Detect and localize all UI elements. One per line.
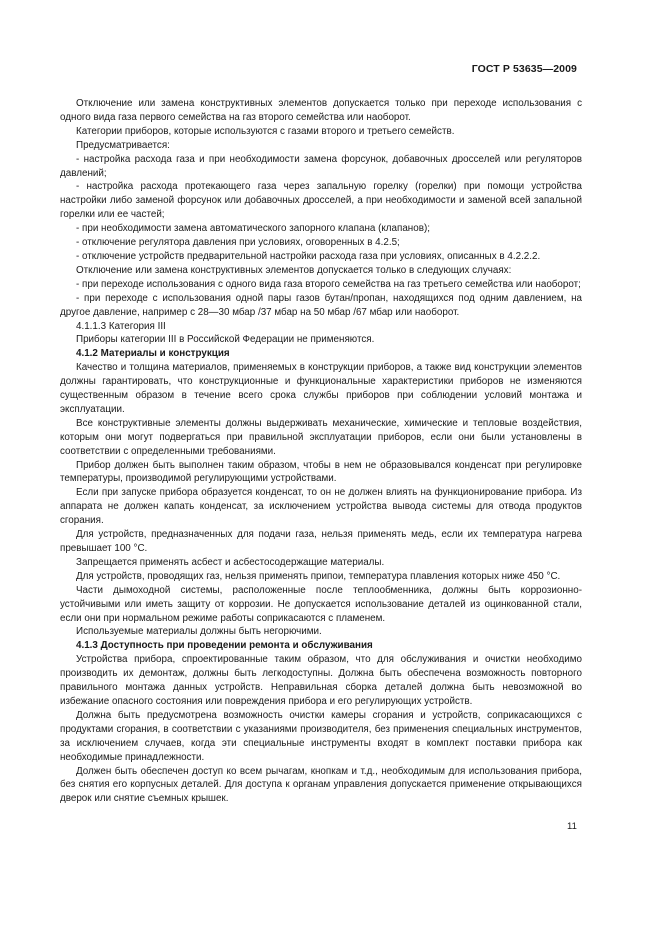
document-body bbox=[60, 97, 582, 806]
document-header-id: ГОСТ Р 53635—2009 bbox=[471, 63, 577, 75]
section-heading: 4.1.3 Доступность при проведении ремонта и обслуживания bbox=[76, 640, 373, 652]
paragraph: Используемые материалы должны быть негорючими. bbox=[76, 626, 322, 638]
paragraph: Части дымоходной системы, расположенные после теплообменника, должны быть коррозионно-устойчивыми или иметь защиту от коррозии. Не допускается использование деталей из оцинкованной стали, если они при нормальном режиме работы соприкасаются с пламенем. bbox=[60, 584, 582, 624]
list-item: - при переходе с использования одной пары газов бутан/пропан, находящихся под одним давлением, на другое давление, например с 28—30 мбар /37 мбар на 50 мбар /67 мбар или наоборот. bbox=[60, 292, 582, 318]
list-item: - отключение регулятора давления при условиях, оговоренных в 4.2.5; bbox=[76, 237, 400, 249]
paragraph: Приборы категории III в Российской Федерации не применяются. bbox=[76, 334, 375, 346]
paragraph: Для устройств, предназначенных для подачи газа, нельзя применять медь, если их температура нагрева превышает 100 °С. bbox=[60, 529, 582, 554]
paragraph: Отключение или замена конструктивных элементов допускается только при переходе использования с одного вида газа первого семейства на газ второго семейства или наоборот. bbox=[60, 98, 582, 123]
paragraph: Все конструктивные элементы должны выдерживать механические, химические и тепловые воздействия, которым они могут подвергаться при правильной эксплуатации приборов, если они были установлены в соответствии с определенными требованиями. bbox=[60, 417, 582, 457]
paragraph: Отключение или замена конструктивных элементов допускается только в следующих случаях: bbox=[76, 264, 512, 276]
page-number: 11 bbox=[567, 821, 577, 832]
paragraph: Если при запуске прибора образуется конденсат, то он не должен влиять на функционирование прибора. Из аппарата не должен капать конденсат, за исключением устройства вывода системы для отвода продуктов сгорания. bbox=[60, 487, 582, 527]
list-item: - при необходимости замена автоматического запорного клапана (клапанов); bbox=[76, 223, 430, 235]
paragraph: Категории приборов, которые используются с газами второго и третьего семейств. bbox=[76, 125, 455, 137]
paragraph: Качество и толщина материалов, применяемых в конструкции приборов, а также вид конструкции элементов должны гарантировать, что конструкционные и функциональные характеристики приборов не изменяются существенным образом в течение всего срока службы приборов при соблюдении условий монтажа и эксплуатации. bbox=[60, 362, 582, 415]
paragraph: Должна быть предусмотрена возможность очистки камеры сгорания и устройств, соприкасающихся с продуктами сгорания, в соответствии с указаниями производителя, без применения специальных инструментов, за исключением случаев, когда эти специальные инструменты входят в комплект поставки прибора как необходимые принадлежности. bbox=[60, 709, 582, 763]
paragraph: Устройства прибора, спроектированные таким образом, что для обслуживания и очистки необходимо производить их демонтаж, должны быть легкодоступны. Должна быть обеспечена возможность повторного правильного монтажа данных устройств. Неправильная сборка деталей должна быть невозможной во избежание опасного состояния или повреждения прибора и его регулирующих устройств. bbox=[60, 654, 582, 707]
paragraph: Предусматривается: bbox=[76, 139, 170, 151]
paragraph: 4.1.1.3 Категория III bbox=[76, 320, 166, 332]
list-item: - при переходе использования с одного вида газа второго семейства на газ третьего семейства или наоборот; bbox=[76, 278, 581, 290]
paragraph: Запрещается применять асбест и асбестосодержащие материалы. bbox=[76, 556, 385, 568]
section-heading: 4.1.2 Материалы и конструкция bbox=[76, 348, 230, 360]
list-item: - отключение устройств предварительной настройки расхода газа при условиях, описанных в 4.2.2.2. bbox=[76, 250, 541, 262]
paragraph: Должен быть обеспечен доступ ко всем рычагам, кнопкам и т.д., необходимым для использования прибора, без снятия его корпусных деталей. Для доступа к органам управления допускается применение открывающихся дверок или снятие съемных крышек. bbox=[60, 765, 582, 805]
list-item: - настройка расхода газа и при необходимости замена форсунок, добавочных дросселей или регуляторов давлений; bbox=[60, 153, 582, 179]
list-item: - настройка расхода протекающего газа через запальную горелку (горелки) при помощи устройства настройки либо заменой форсунок или добавочных дросселей, а при необходимости и заменой всей запальной горелки или ее частей; bbox=[60, 181, 582, 221]
paragraph: Прибор должен быть выполнен таким образом, чтобы в нем не образовывался конденсат при регулировке температуры, производимой регулирующими устройствами. bbox=[60, 459, 582, 485]
paragraph: Для устройств, проводящих газ, нельзя применять припои, температура плавления которых ниже 450 °С. bbox=[76, 570, 561, 582]
